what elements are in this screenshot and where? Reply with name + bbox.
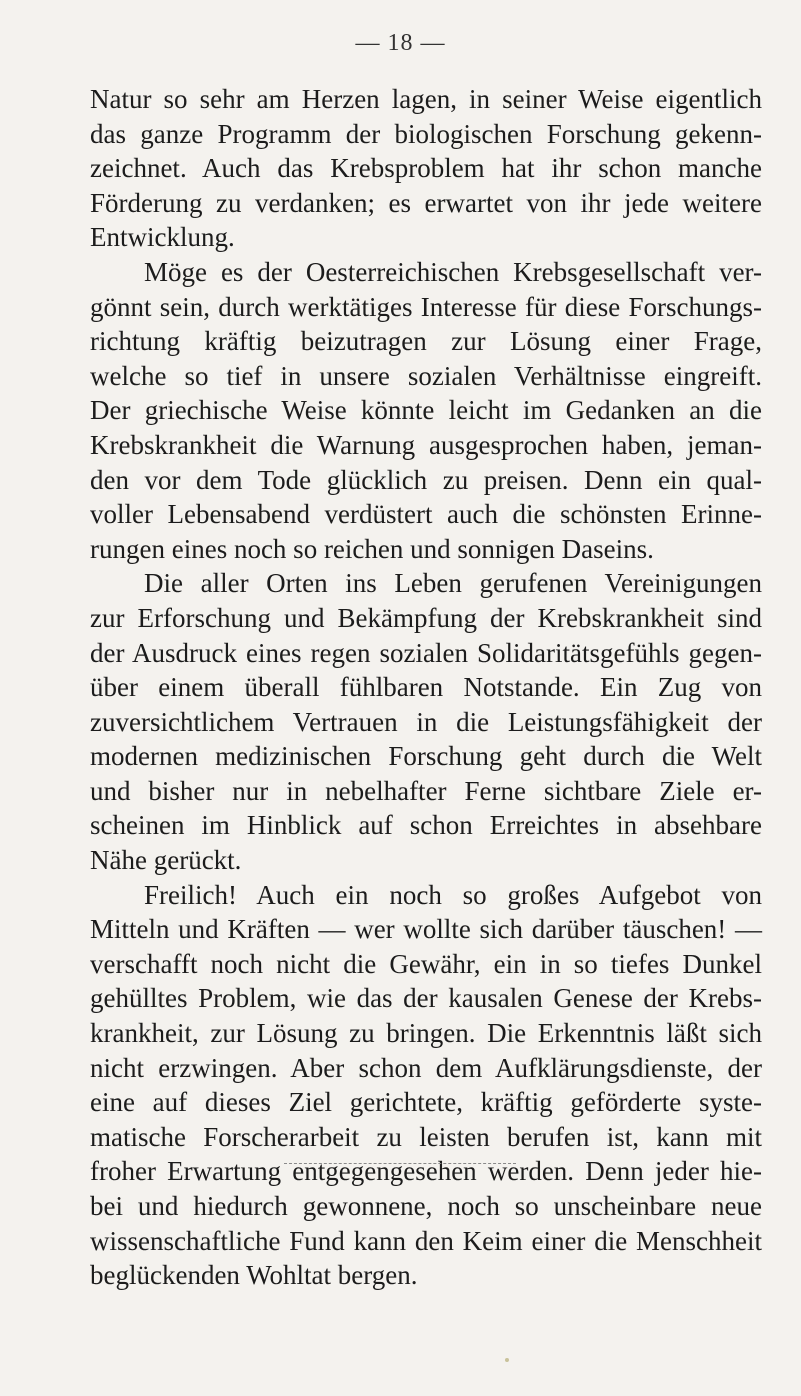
text-line: nicht erzwingen. Aber schon dem Aufklärungsdienste, der [90,1052,762,1083]
text-line: gehülltes Problem, wie das der kausalen Genese der Krebs- [90,983,762,1014]
text-line: Natur so sehr am Herzen lagen, in seiner Weise eigentlich [90,84,762,114]
text-line: scheinen im Hinblick auf schon Erreichtes in absehbare [90,810,762,841]
text-line: Förderung zu verdanken; es erwartet von ihr jede weitere [90,187,762,218]
text-line: welche so tief in unsere sozialen Verhältnisse eingreift. [90,360,762,391]
text-line: Die aller Orten ins Leben gerufenen Vereinigungen [144,568,762,599]
text-line: eine auf dieses Ziel gerichtete, kräftig geförderte syste- [90,1087,762,1118]
text-line: über einem überall fühlbaren Notstande. Ein Zug von [90,672,762,703]
text-line: froher Erwartung entgegengesehen werden. Denn jeder hie- [90,1156,762,1187]
paragraph-2 [90,255,762,566]
paper-speck [505,1358,509,1362]
text-line: und bisher nur in nebelhafter Ferne sichtbare Ziele er- [90,775,762,806]
text-line: modernen medizinischen Forschung geht durch die Welt [90,741,762,772]
body-text [90,82,762,1293]
text-line: der Ausdruck eines regen sozialen Solidaritätsgefühls gegen- [90,637,762,668]
paragraph-3 [90,566,762,877]
text-line: krankheit, zur Lösung zu bringen. Die Erkenntnis läßt sich [90,1018,762,1049]
text-line: richtung kräftig beizutragen zur Lösung einer Frage, [90,326,762,357]
text-line: zur Erforschung und Bekämpfung der Krebskrankheit sind [90,602,762,633]
text-line: Nähe gerückt. [90,845,242,876]
text-line: wissenschaftliche Fund kann den Keim einer die Menschheit [90,1225,762,1256]
text-line: Entwicklung. [90,222,235,253]
text-line: zeichnet. Auch das Krebsproblem hat ihr schon manche [90,153,762,184]
text-line: zuversichtlichem Vertrauen in die Leistungsfähigkeit der [90,706,762,737]
page-number: — 18 — [355,30,446,56]
text-line: Freilich! Auch ein noch so großes Aufgebot von [144,879,762,910]
text-line: rungen eines noch so reichen und sonnigen Daseins. [90,533,654,564]
text-line: matische Forscherarbeit zu leisten berufen ist, kann mit [90,1121,762,1152]
paragraph-4 [90,878,762,1293]
paragraph-1 [90,82,762,255]
text-line: Möge es der Oesterreichischen Krebsgesellschaft ver- [144,256,762,287]
text-line: Der griechische Weise könnte leicht im Gedanken an die [90,395,762,426]
section-divider [284,1163,516,1164]
text-line: voller Lebensabend verdüstert auch die schönsten Erinne- [90,499,762,530]
text-line: das ganze Programm der biologischen Forschung gekenn- [90,118,762,149]
text-line: Krebskrankheit die Warnung ausgesprochen haben, jeman- [90,429,762,460]
text-line: Mitteln und Kräften — wer wollte sich darüber täuschen! — [90,914,762,945]
text-line: bei und hiedurch gewonnene, noch so unscheinbare neue [90,1191,762,1221]
text-line: gönnt sein, durch werktätiges Interesse für diese Forschungs- [90,291,762,322]
text-line: beglückenden Wohltat bergen. [90,1260,418,1291]
text-line: den vor dem Tode glücklich zu preisen. Denn ein qual- [90,464,762,495]
text-line: verschafft noch nicht die Gewähr, ein in so tiefes Dunkel [90,948,762,979]
